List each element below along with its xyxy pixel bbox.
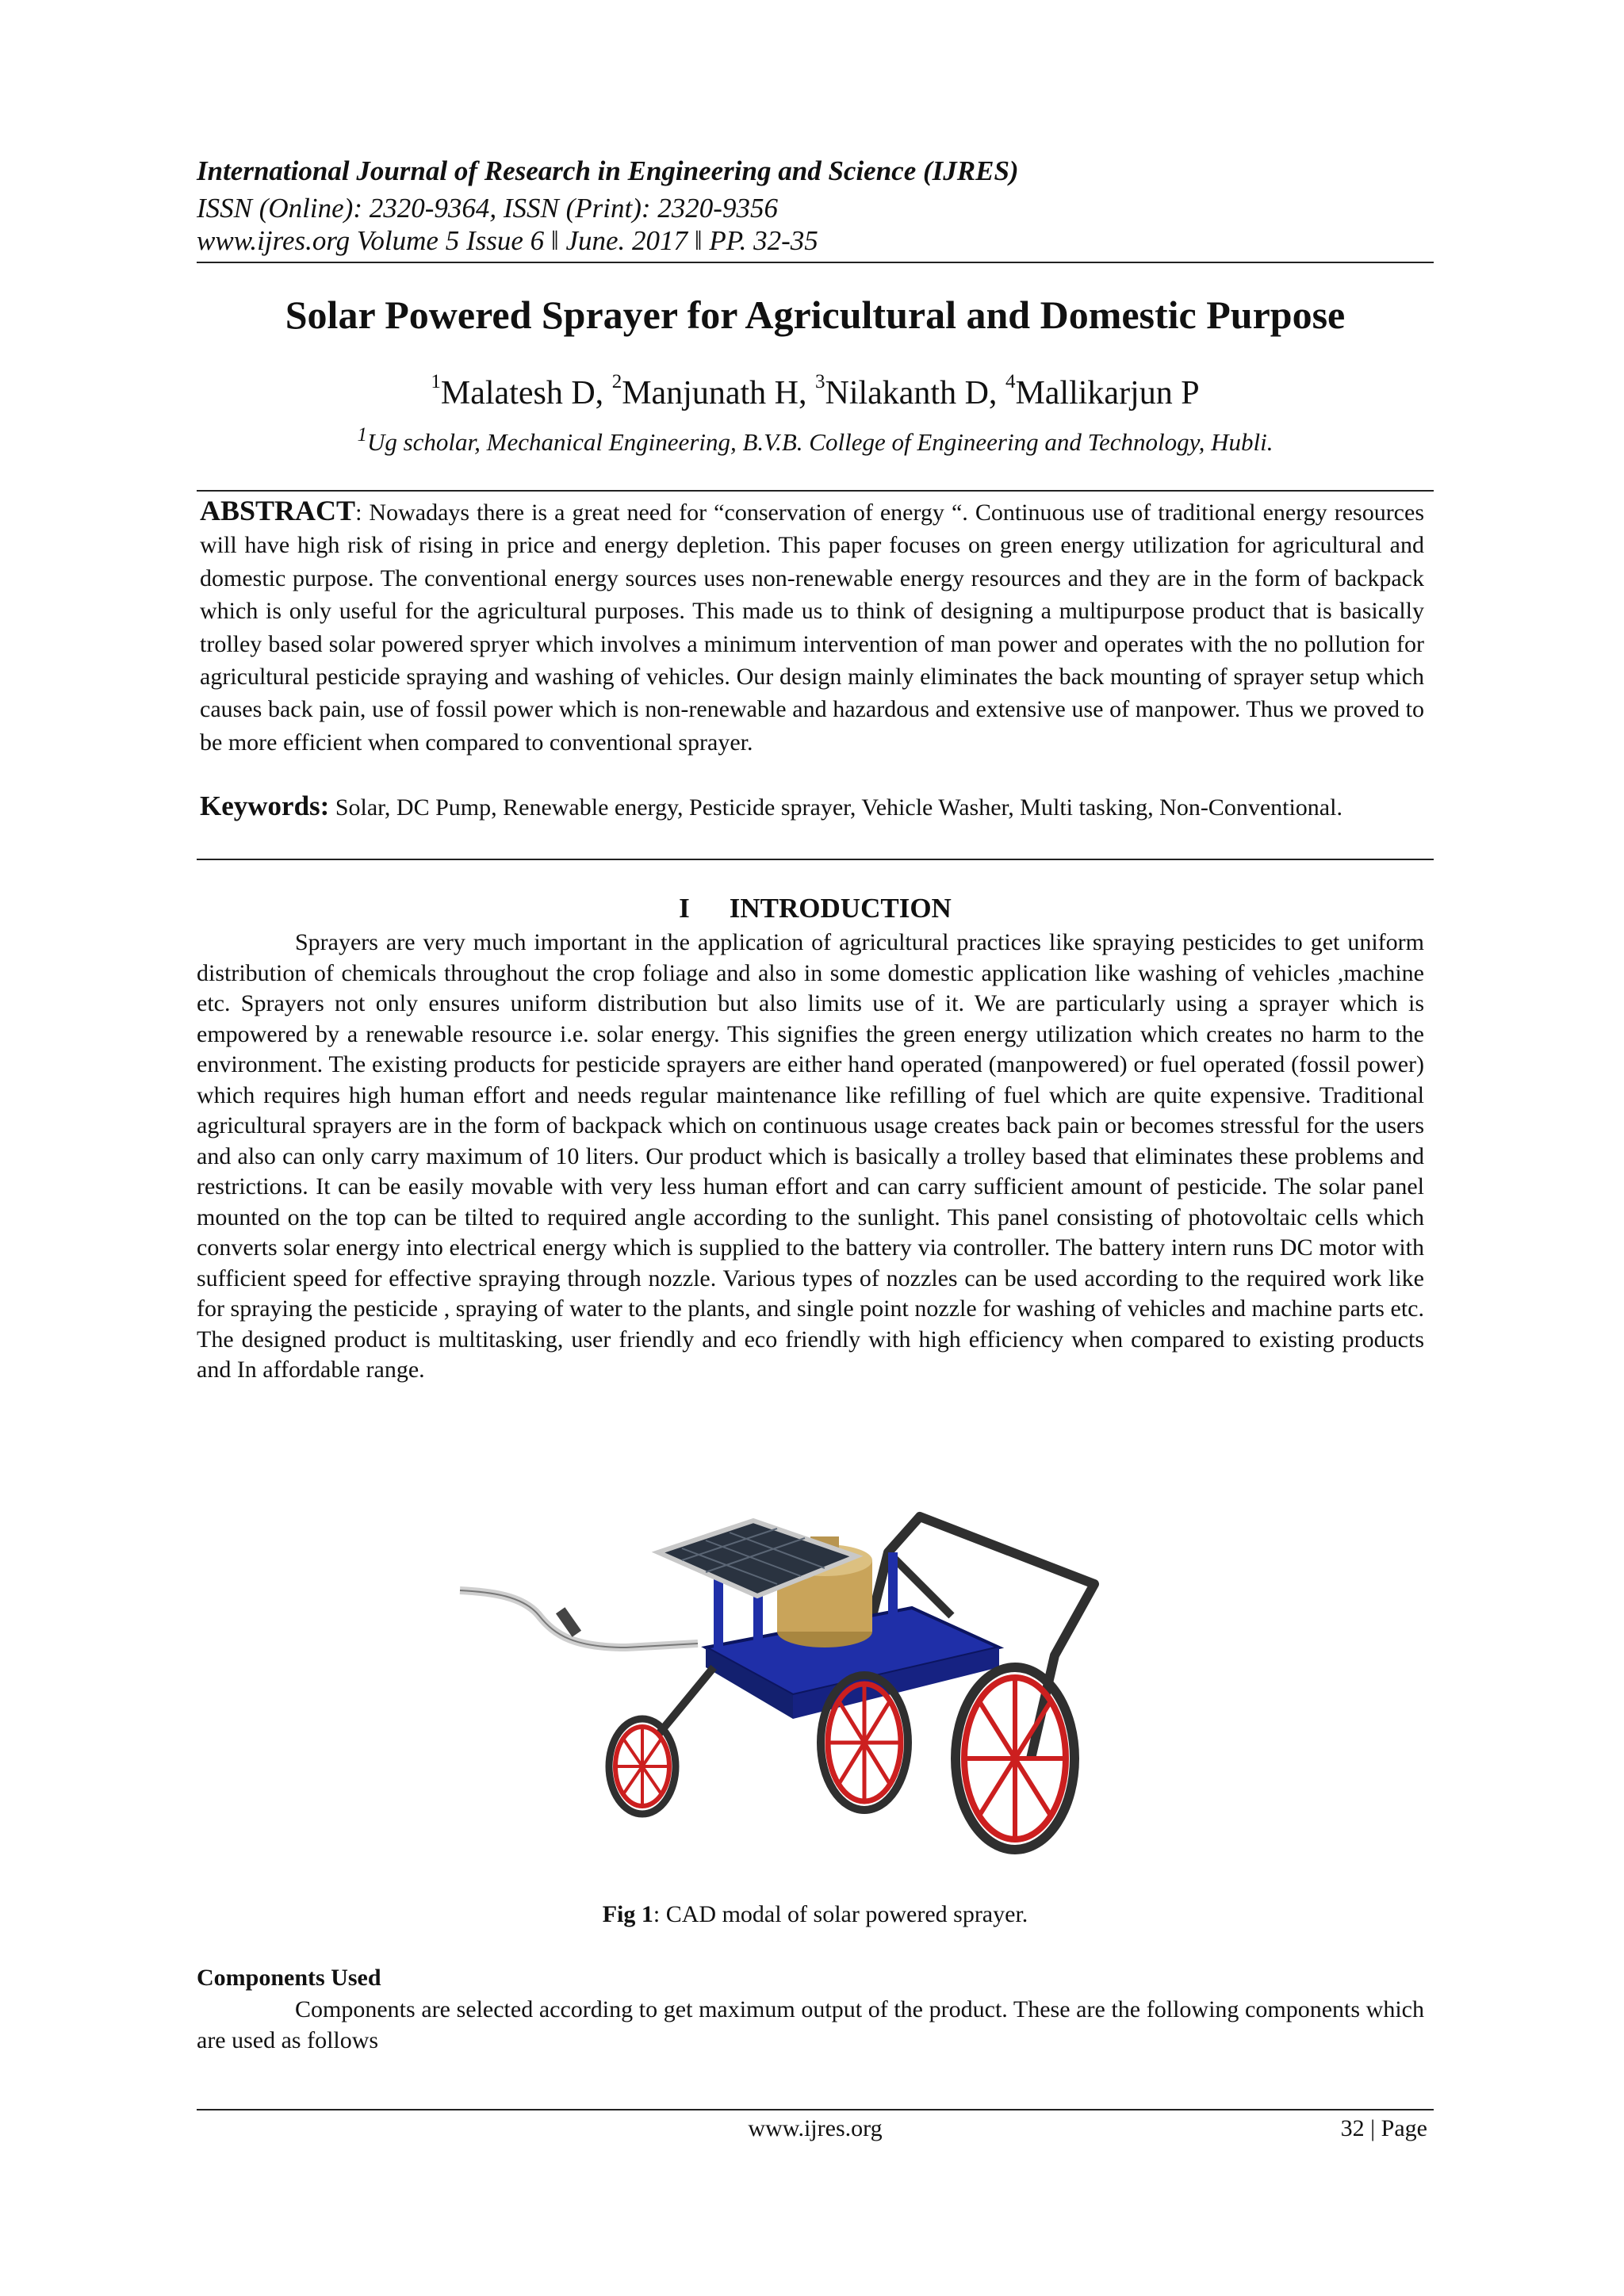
- abstract-text: : Nowadays there is a great need for “conservation of energy “. Continuous use of traditional energy resources will have high risk of rising in price and energy depletion. This paper focuses on green energy utilization for agricultural and domestic purpose. The conventional energy sources uses non-renewable energy resources and they are in the form of backpack which is only useful for the agricultural purposes. This made us to think of designing a multipurpose product that is basically trolley based solar powered spryer which involves a minimum intervention of man power and operates with the no pollution for agricultural pesticide spraying and washing of vehicles. Our design mainly eliminates the back mounting of sprayer setup which causes back pain, use of fossil power which is non-renewable and hazardous and extensive use of manpower. Thus we proved to be more efficient when compared to conventional sprayer.: [200, 499, 1424, 756]
- components-heading: Components Used: [197, 1965, 381, 1991]
- author-list: [197, 371, 1434, 412]
- journal-issn: ISSN (Online): 2320-9364, ISSN (Print): 2320-9356: [197, 193, 778, 224]
- components-paragraph: Components are selected according to get maximum output of the product. These are the following components which are used as follows: [197, 1996, 1424, 2053]
- header-divider: [197, 262, 1434, 263]
- figure-label: Fig 1: [602, 1901, 653, 1927]
- journal-volume: www.ijres.org Volume 5 Issue 6 ǁ June. 2017 ǁ PP. 32-35: [197, 225, 818, 256]
- post-right: [888, 1552, 898, 1624]
- introduction-paragraph: Sprayers are very much important in the application of agricultural practices like spraying pesticides to get uniform distribution of chemicals throughout the crop foliage and also in some domestic application like washing of vehicles ,machine etc. Sprayers not only ensures uniform distribution but also limits use of it. We are particularly using a sprayer which is empowered by a renewable resource i.e. solar energy. This signifies the green energy utilization which creates no harm to the environment. The existing products for pesticide sprayers are either hand operated (manpowered) or fuel operated (fossil power) which requires high human effort and needs regular maintenance like refilling of fuel which are quite expensive. Traditional agricultural sprayers are in the form of backpack which on continuous usage creates back pain or becomes stressful for the users and also can only carry maximum of 10 liters. Our product which is basically a trolley based that eliminates these problems and restrictions. It can be easily movable with very less human effort and can carry sufficient amount of pesticide. The solar panel mounted on the top can be tilted to required angle according to the sunlight. This panel consisting of photovoltaic cells which converts solar energy into electrical energy which is supplied to the battery via controller. The battery intern runs DC motor with sufficient speed for effective spraying through nozzle. Various types of nozzles can be used according to the required work like for spraying the pesticide , spraying of water to the plants, and single point nozzle for washing of vehicles and machine parts etc. The designed product is multitasking, user friendly and eco friendly with high efficiency when compared to existing products and In affordable range.: [197, 929, 1424, 1383]
- affiliation-text: Ug scholar, Mechanical Engineering, B.V.B. College of Engineering and Technology, Hubli.: [366, 428, 1274, 456]
- figure-cad-sprayer: [444, 1497, 1115, 1885]
- footer-site: www.ijres.org: [748, 2115, 883, 2141]
- affiliation-index: 1: [357, 424, 367, 446]
- author-name: Mallikarjun P: [1015, 375, 1200, 411]
- author-name: Malatesh D,: [440, 375, 612, 411]
- section-title: INTRODUCTION: [729, 893, 952, 924]
- figure-caption-text: : CAD modal of solar powered sprayer.: [653, 1901, 1028, 1927]
- rear-wheel-spokes: [964, 1678, 1066, 1839]
- author-index: 3: [814, 371, 825, 392]
- author-index: 4: [1005, 371, 1016, 392]
- front-wheel-spokes: [615, 1727, 669, 1806]
- keywords-heading: Keywords:: [200, 790, 330, 821]
- footer-page-number: 32 | Page: [1340, 2115, 1427, 2141]
- author-name: Nilakanth D,: [825, 375, 1005, 411]
- section-number: I: [679, 893, 690, 924]
- author-index: 1: [431, 371, 441, 392]
- abstract-bottom-rule: [197, 859, 1434, 860]
- author-name: Manjunath H,: [622, 375, 815, 411]
- paper-title: Solar Powered Sprayer for Agricultural and Domestic Purpose: [285, 293, 1346, 337]
- section-heading: [197, 893, 1434, 924]
- figure-caption: [197, 1901, 1434, 1928]
- author-index: 2: [611, 371, 622, 392]
- abstract: [200, 495, 1424, 759]
- mid-wheel-spokes: [828, 1684, 901, 1801]
- abstract-heading: ABSTRACT: [200, 495, 356, 526]
- footer-divider: [197, 2109, 1434, 2110]
- front-fork: [658, 1667, 714, 1735]
- hose-line: [460, 1590, 698, 1647]
- keywords: [200, 790, 1424, 825]
- abstract-top-rule: [197, 490, 1434, 492]
- affiliation: [197, 424, 1434, 457]
- journal-name: International Journal of Research in Engineering and Science (IJRES): [197, 155, 1019, 186]
- keywords-text: Solar, DC Pump, Renewable energy, Pesticide sprayer, Vehicle Washer, Multi tasking, Non-Conventional.: [335, 794, 1342, 821]
